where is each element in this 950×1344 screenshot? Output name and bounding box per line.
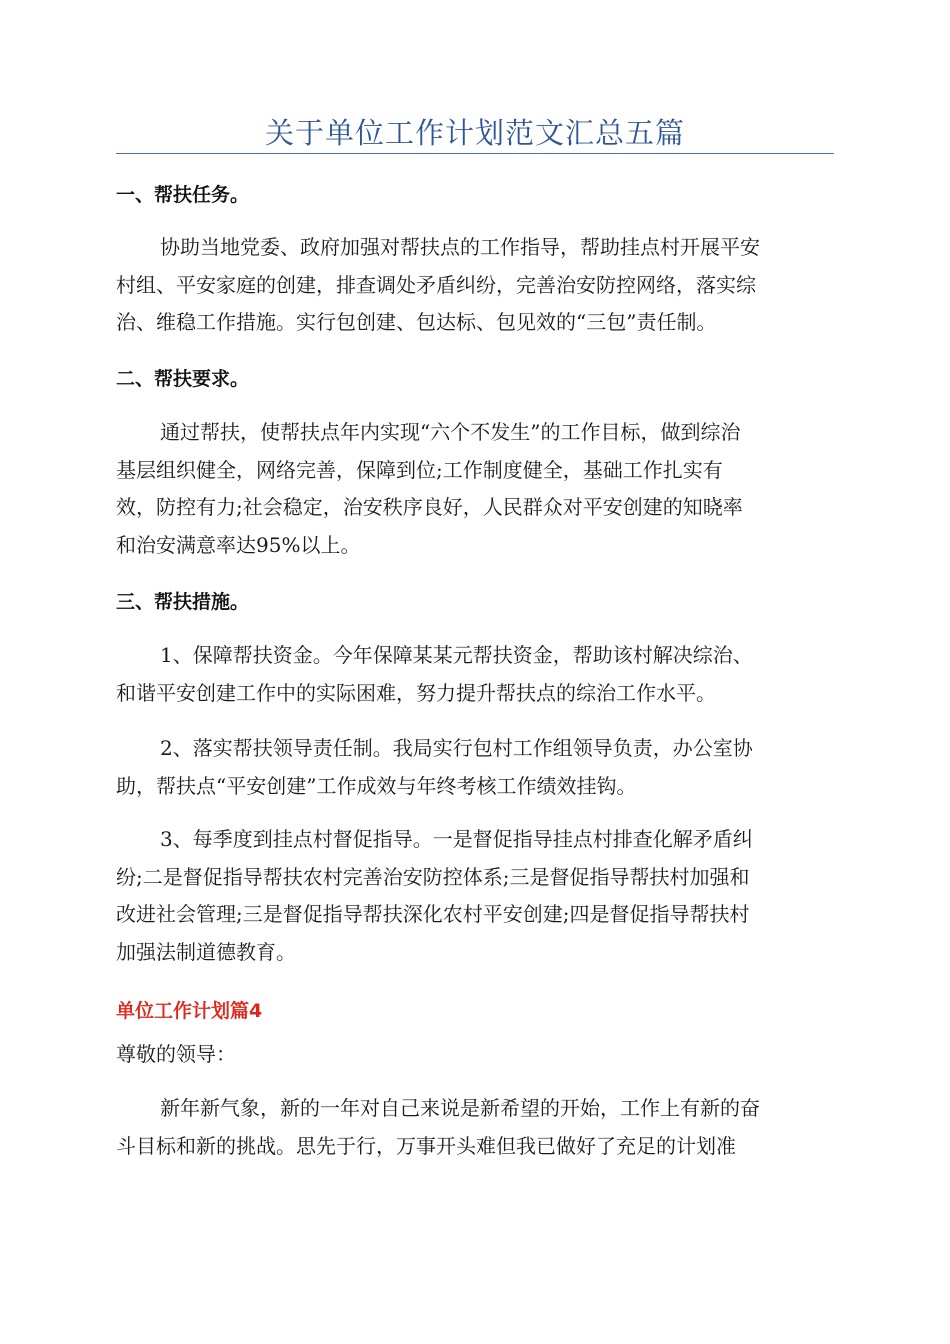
paragraph-line: 协助当地党委、政府加强对帮扶点的工作指导，帮助挂点村开展平安: [160, 235, 760, 259]
paragraph-measure-1: [116, 637, 834, 712]
paragraph-line: 效，防控有力;社会稳定，治安秩序良好，人民群众对平安创建的知晓率: [116, 495, 743, 519]
paragraph-line: 加强法制道德教育。: [116, 939, 296, 964]
salutation: [116, 1036, 834, 1074]
paragraph-measure-3: [116, 821, 834, 971]
paragraph-line: 村组、平安家庭的创建，排查调处矛盾纠纷，完善治安防控网络，落实综: [116, 272, 756, 297]
paragraph-line: 治、维稳工作措施。实行包创建、包达标、包见效的“三包”责任制。: [116, 310, 717, 334]
paragraph-line: 改进社会管理;三是督促指导帮扶深化农村平安创建;四是督促指导帮扶村: [116, 902, 750, 926]
title-underline: [116, 153, 834, 154]
paragraph-section-2: [116, 414, 834, 564]
paragraph-measure-2: [116, 730, 834, 805]
paragraph-line: 和治安满意率达95%以上。: [116, 532, 361, 557]
paragraph-line: 纷;二是督促指导帮扶农村完善治安防控体系;三是督促指导帮扶村加强和: [116, 864, 750, 889]
section-heading-1: 一、帮扶任务。: [116, 184, 250, 206]
section-heading-2: 二、帮扶要求。: [116, 368, 250, 390]
paragraph-line: 斗目标和新的挑战。思先于行，万事开头难但我已做好了充足的计划准: [116, 1133, 736, 1158]
section-heading-3: 三、帮扶措施。: [116, 591, 250, 613]
paragraph-line: 通过帮扶，使帮扶点年内实现“六个不发生”的工作目标，做到综治: [160, 420, 741, 444]
paragraph-line: 助，帮扶点“平安创建”工作成效与年终考核工作绩效挂钩。: [116, 773, 637, 798]
paragraph-line: 1、保障帮扶资金。今年保障某某元帮扶资金，帮助该村解决综治、: [160, 643, 753, 667]
document-title: 关于单位工作计划范文汇总五篇: [264, 116, 685, 150]
paragraph-article-4: [116, 1090, 834, 1165]
paragraph-line: 2、落实帮扶领导责任制。我局实行包村工作组领导负责，办公室协: [160, 736, 753, 760]
paragraph-line: 和谐平安创建工作中的实际困难，努力提升帮扶点的综治工作水平。: [116, 680, 716, 705]
paragraph-line: 基层组织健全，网络完善，保障到位;工作制度健全，基础工作扎实有: [116, 457, 723, 482]
paragraph-line: 新年新气象，新的一年对自己来说是新希望的开始，工作上有新的奋: [160, 1096, 760, 1120]
paragraph-line: 3、每季度到挂点村督促指导。一是督促指导挂点村排查化解矛盾纠: [160, 827, 753, 851]
paragraph-section-1: [116, 229, 834, 342]
salutation-line: 尊敬的领导：: [116, 1042, 236, 1066]
article-4-heading: 单位工作计划篇4: [116, 1000, 263, 1022]
